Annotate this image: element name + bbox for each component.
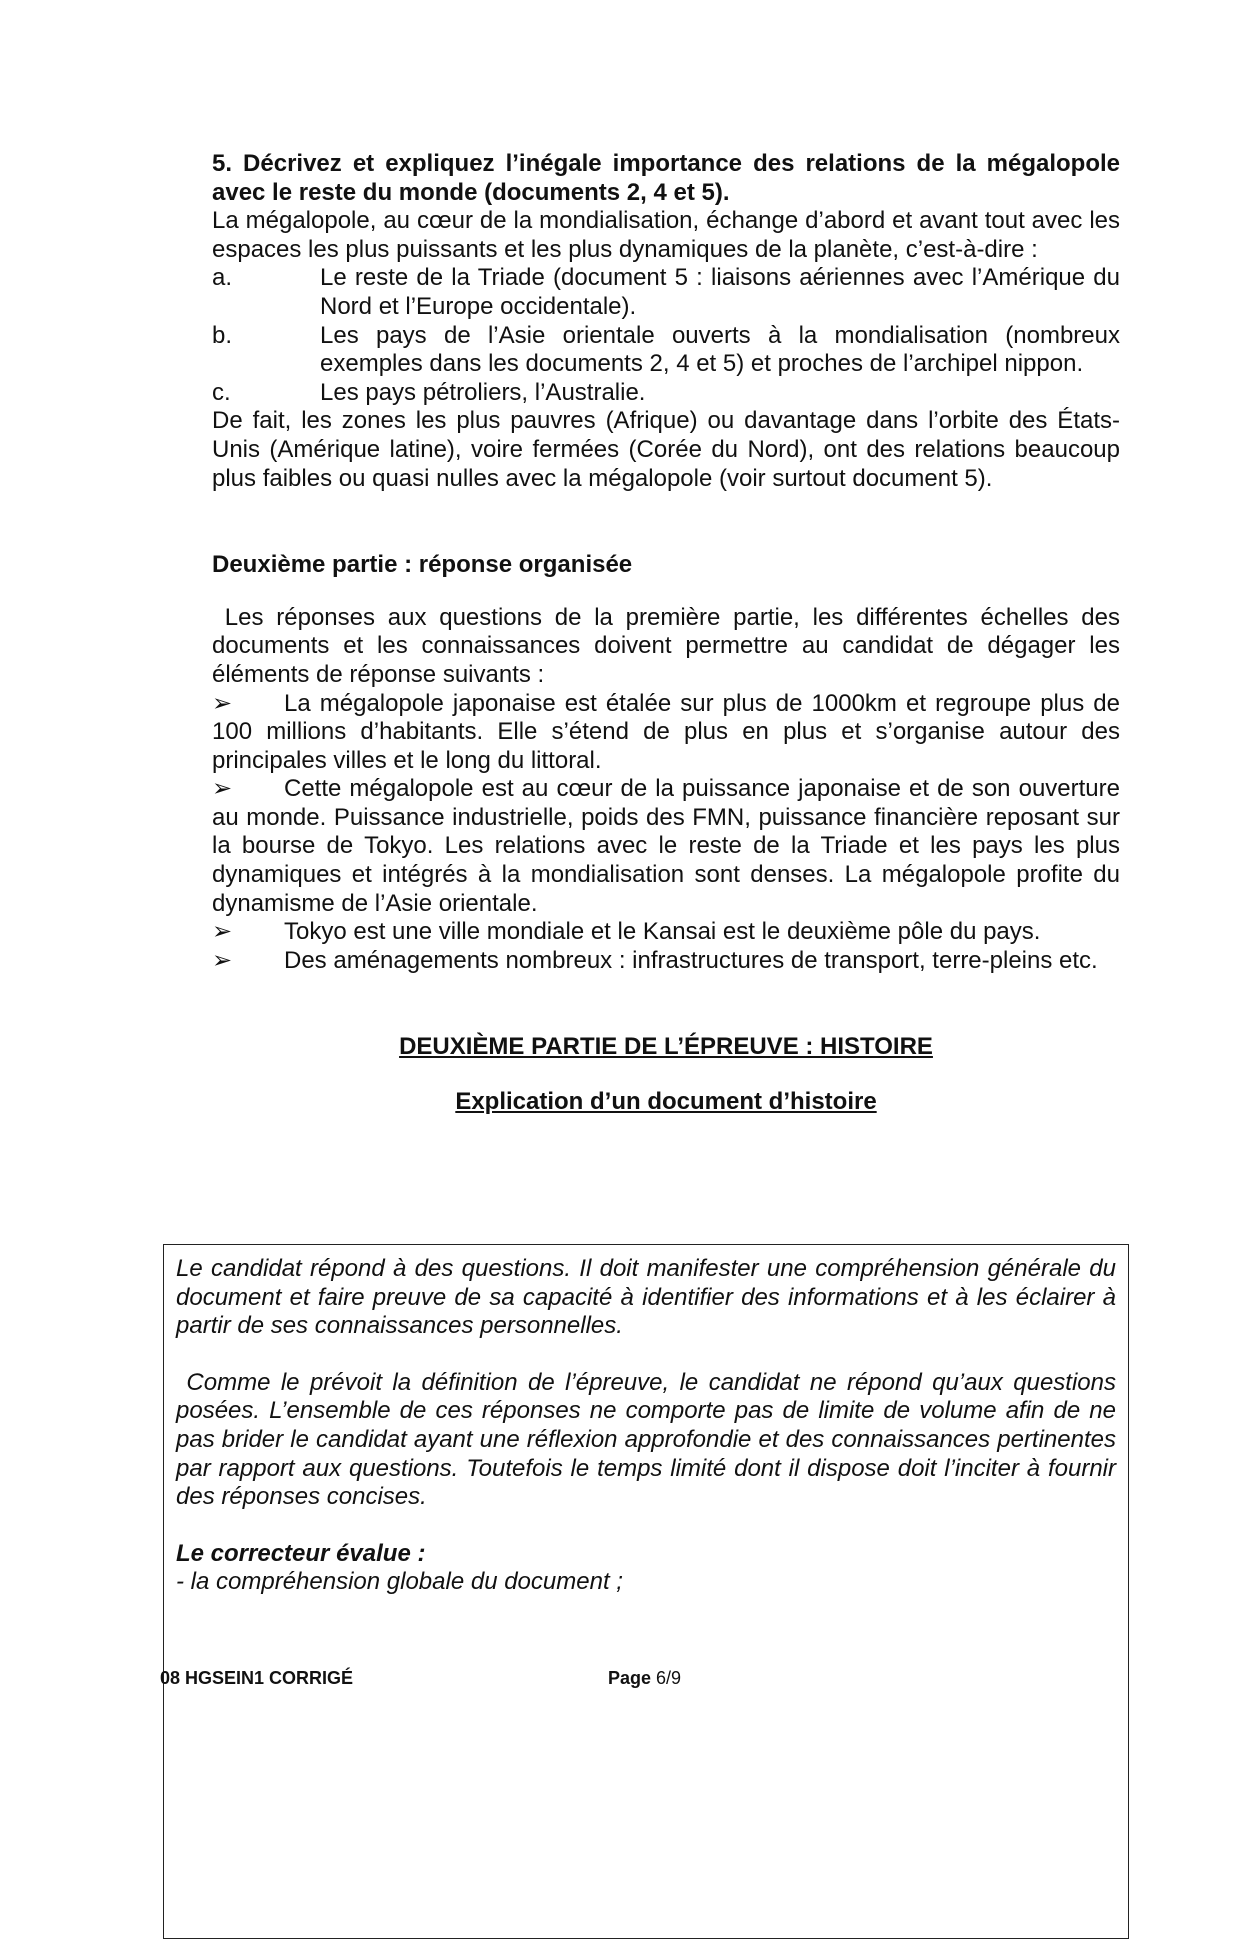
instructions-box — [163, 1244, 1129, 1939]
footer-page — [608, 1668, 681, 1689]
list-letter: a. — [212, 264, 233, 292]
list-text: Les pays pétroliers, l’Australie. — [320, 378, 646, 406]
history-subtitle: Explication d’un document d’histoire — [455, 1088, 877, 1116]
page-label: Page — [608, 1668, 652, 1688]
arrow-bullet-icon: ➢ — [212, 946, 233, 974]
footer-code: 08 HGSEIN1 CORRIGÉ — [160, 1668, 354, 1688]
list-item — [212, 264, 1120, 321]
list-text: Les pays de l’Asie orientale ouverts à la mondialisation (nombreux exemples dans les documents 2, 4 et 5) et proches de l’archipel nippon. — [320, 321, 1120, 378]
bullet-text: Des aménagements nombreux : infrastructures de transport, terre-pleins etc. — [284, 946, 1098, 974]
evaluates-item: - la compréhension globale du document ; — [176, 1568, 623, 1596]
question-5-conclusion: De fait, les zones les plus pauvres (Afrique) ou davantage dans l’orbite des États-Unis (Amérique latine), voire fermées (Corée du Nord), ont des relations beaucoup plus faibles ou quasi nulles avec la mégalopole (voir surtout document 5). — [212, 407, 1120, 492]
bullet-item — [212, 918, 1120, 947]
bullet-item — [212, 690, 1120, 776]
question-5-intro: La mégalopole, au cœur de la mondialisation, échange d’abord et avant tout avec les espaces les plus puissants et les plus dynamiques de la planète, c’est-à-dire : — [212, 207, 1120, 263]
bullet-text: Cette mégalopole est au cœur de la puissance japonaise et de son ouverture au monde. Puissance industrielle, poids des FMN, puissance financière reposant sur la bourse de Tokyo. Les relations avec le reste de la Triade et les pays les plus dynamiques et intégrés à la mondialisation sont denses. La mégalopole profite du dynamisme de l’Asie orientale. — [212, 775, 1120, 917]
bullet-text: Tokyo est une ville mondiale et le Kansai est le deuxième pôle du pays. — [284, 918, 1041, 946]
bullet-item — [212, 775, 1120, 918]
box-evaluation — [176, 1540, 1116, 1597]
list-letter: c. — [212, 378, 231, 406]
box-paragraph-1: Le candidat répond à des questions. Il doit manifester une compréhension générale du document et faire preuve de sa capacité à identifier des informations et à les éclairer à partir de ses connaissances personnelles. — [176, 1255, 1116, 1340]
list-item — [212, 379, 1120, 408]
page-number: 6/9 — [656, 1668, 682, 1688]
arrow-bullet-icon: ➢ — [212, 918, 233, 946]
arrow-bullet-icon: ➢ — [212, 775, 233, 803]
evaluates-label: Le correcteur évalue : — [176, 1539, 426, 1567]
list-letter: b. — [212, 321, 233, 349]
bullet-item — [212, 947, 1120, 976]
question-5-title: 5. Décrivez et expliquez l’inégale importance des relations de la mégalopole avec le reste du monde (documents 2, 4 et 5). — [212, 150, 1120, 206]
box-paragraph-2: Comme le prévoit la définition de l’épreuve, le candidat ne répond qu’aux questions posées. L’ensemble de ces réponses ne comporte pas de limite de volume afin de ne pas brider le candidat ayant une réflexion approfondie et des connaissances pertinentes par rapport aux questions. Toutefois le temps limité dont il dispose doit l’inciter à fournir des réponses concises. — [176, 1368, 1116, 1511]
main-content — [212, 150, 1120, 1117]
list-item — [212, 322, 1120, 379]
list-text: Le reste de la Triade (document 5 : liaisons aériennes avec l’Amérique du Nord et l’Europe occidentale). — [320, 264, 1120, 320]
history-title: DEUXIÈME PARTIE DE L’ÉPREUVE : HISTOIRE — [399, 1033, 933, 1061]
part-2-heading: Deuxième partie : réponse organisée — [212, 551, 633, 579]
bullet-text: La mégalopole japonaise est étalée sur plus de 1000km et regroupe plus de 100 millions d’habitants. Elle s’étend de plus en plus et s’organise autour des principales villes et le long du littoral. — [212, 689, 1120, 774]
arrow-bullet-icon: ➢ — [212, 689, 233, 717]
part-2-intro: Les réponses aux questions de la première partie, les différentes échelles des documents et les connaissances doivent permettre au candidat de dégager les éléments de réponse suivants : — [212, 603, 1121, 688]
